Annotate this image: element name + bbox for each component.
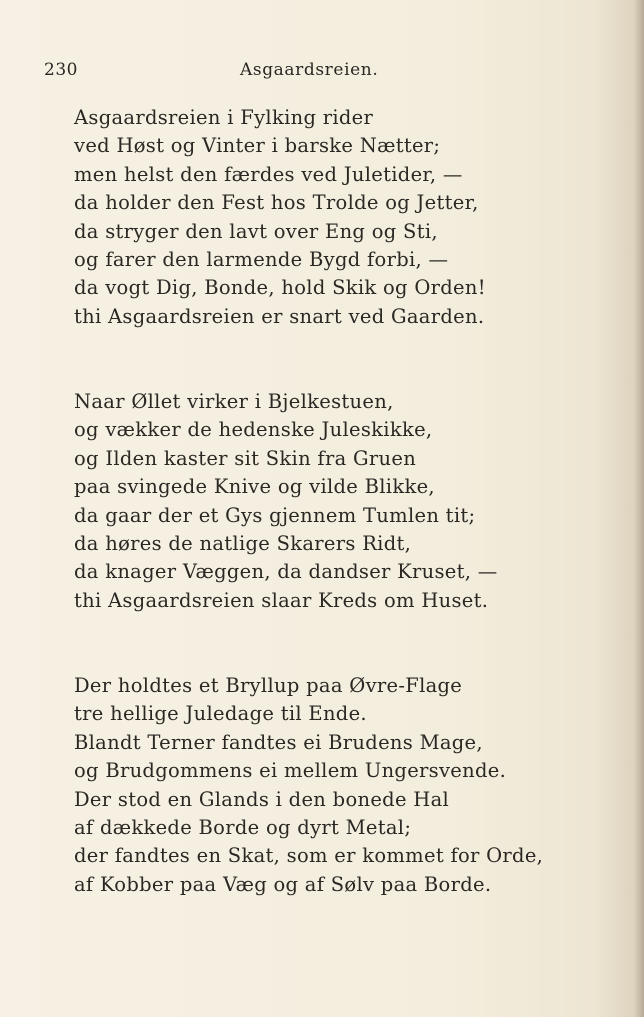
verse-line: og Ilden kaster sit Skin fra Gruen [74,446,417,470]
stanza-1 [74,104,486,331]
verse-line: af Kobber paa Væg og af Sølv paa Borde. [74,872,492,896]
verse-line: ved Høst og Vinter i barske Nætter; [74,134,441,158]
verse-line: Der stod en Glands i den bonede Hal [74,787,450,811]
stanza-3 [74,672,543,899]
verse-line: men helst den færdes ved Juletider, — [74,162,463,186]
verse-line: da holder den Fest hos Trolde og Jetter, [74,191,479,215]
verse-line: og farer den larmende Bygd forbi, — [74,248,449,272]
verse-line: da vogt Dig, Bonde, hold Skik og Orden! [74,276,486,300]
page-number: 230 [44,60,78,80]
verse-line: og vækker de hedenske Juleskikke, [74,418,433,442]
verse-line: thi Asgaardsreien slaar Kreds om Huset. [74,588,489,612]
verse-line: da stryger den lavt over Eng og Sti, [74,219,438,243]
verse-line: Naar Øllet virker i Bjelkestuen, [74,390,394,413]
running-head: Asgaardsreien. [240,60,379,80]
verse-line: da knager Væggen, da dandser Kruset, — [74,560,498,584]
verse-line: Asgaardsreien i Fylking rider [74,106,374,129]
verse-line: da høres de natlige Skarers Ridt, [74,532,412,556]
verse-line: tre hellige Juledage til Ende. [74,702,367,726]
verse-line: af dækkede Borde og dyrt Metal; [74,816,412,840]
verse-line: paa svingede Knive og vilde Blikke, [74,475,435,499]
verse-line: da gaar der et Gys gjennem Tumlen tit; [74,503,476,527]
verse-line: og Brudgommens ei mellem Ungersvende. [74,759,507,783]
verse-line: Der holdtes et Bryllup paa Øvre-Flage [74,674,463,697]
verse-line: Blandt Terner fandtes ei Brudens Mage, [74,730,483,754]
stanza-2 [74,388,498,615]
page-edge-shadow [634,0,644,1017]
verse-line: thi Asgaardsreien er snart ved Gaarden. [74,304,485,328]
verse-line: der fandtes en Skat, som er kommet for Orde, [74,844,544,868]
